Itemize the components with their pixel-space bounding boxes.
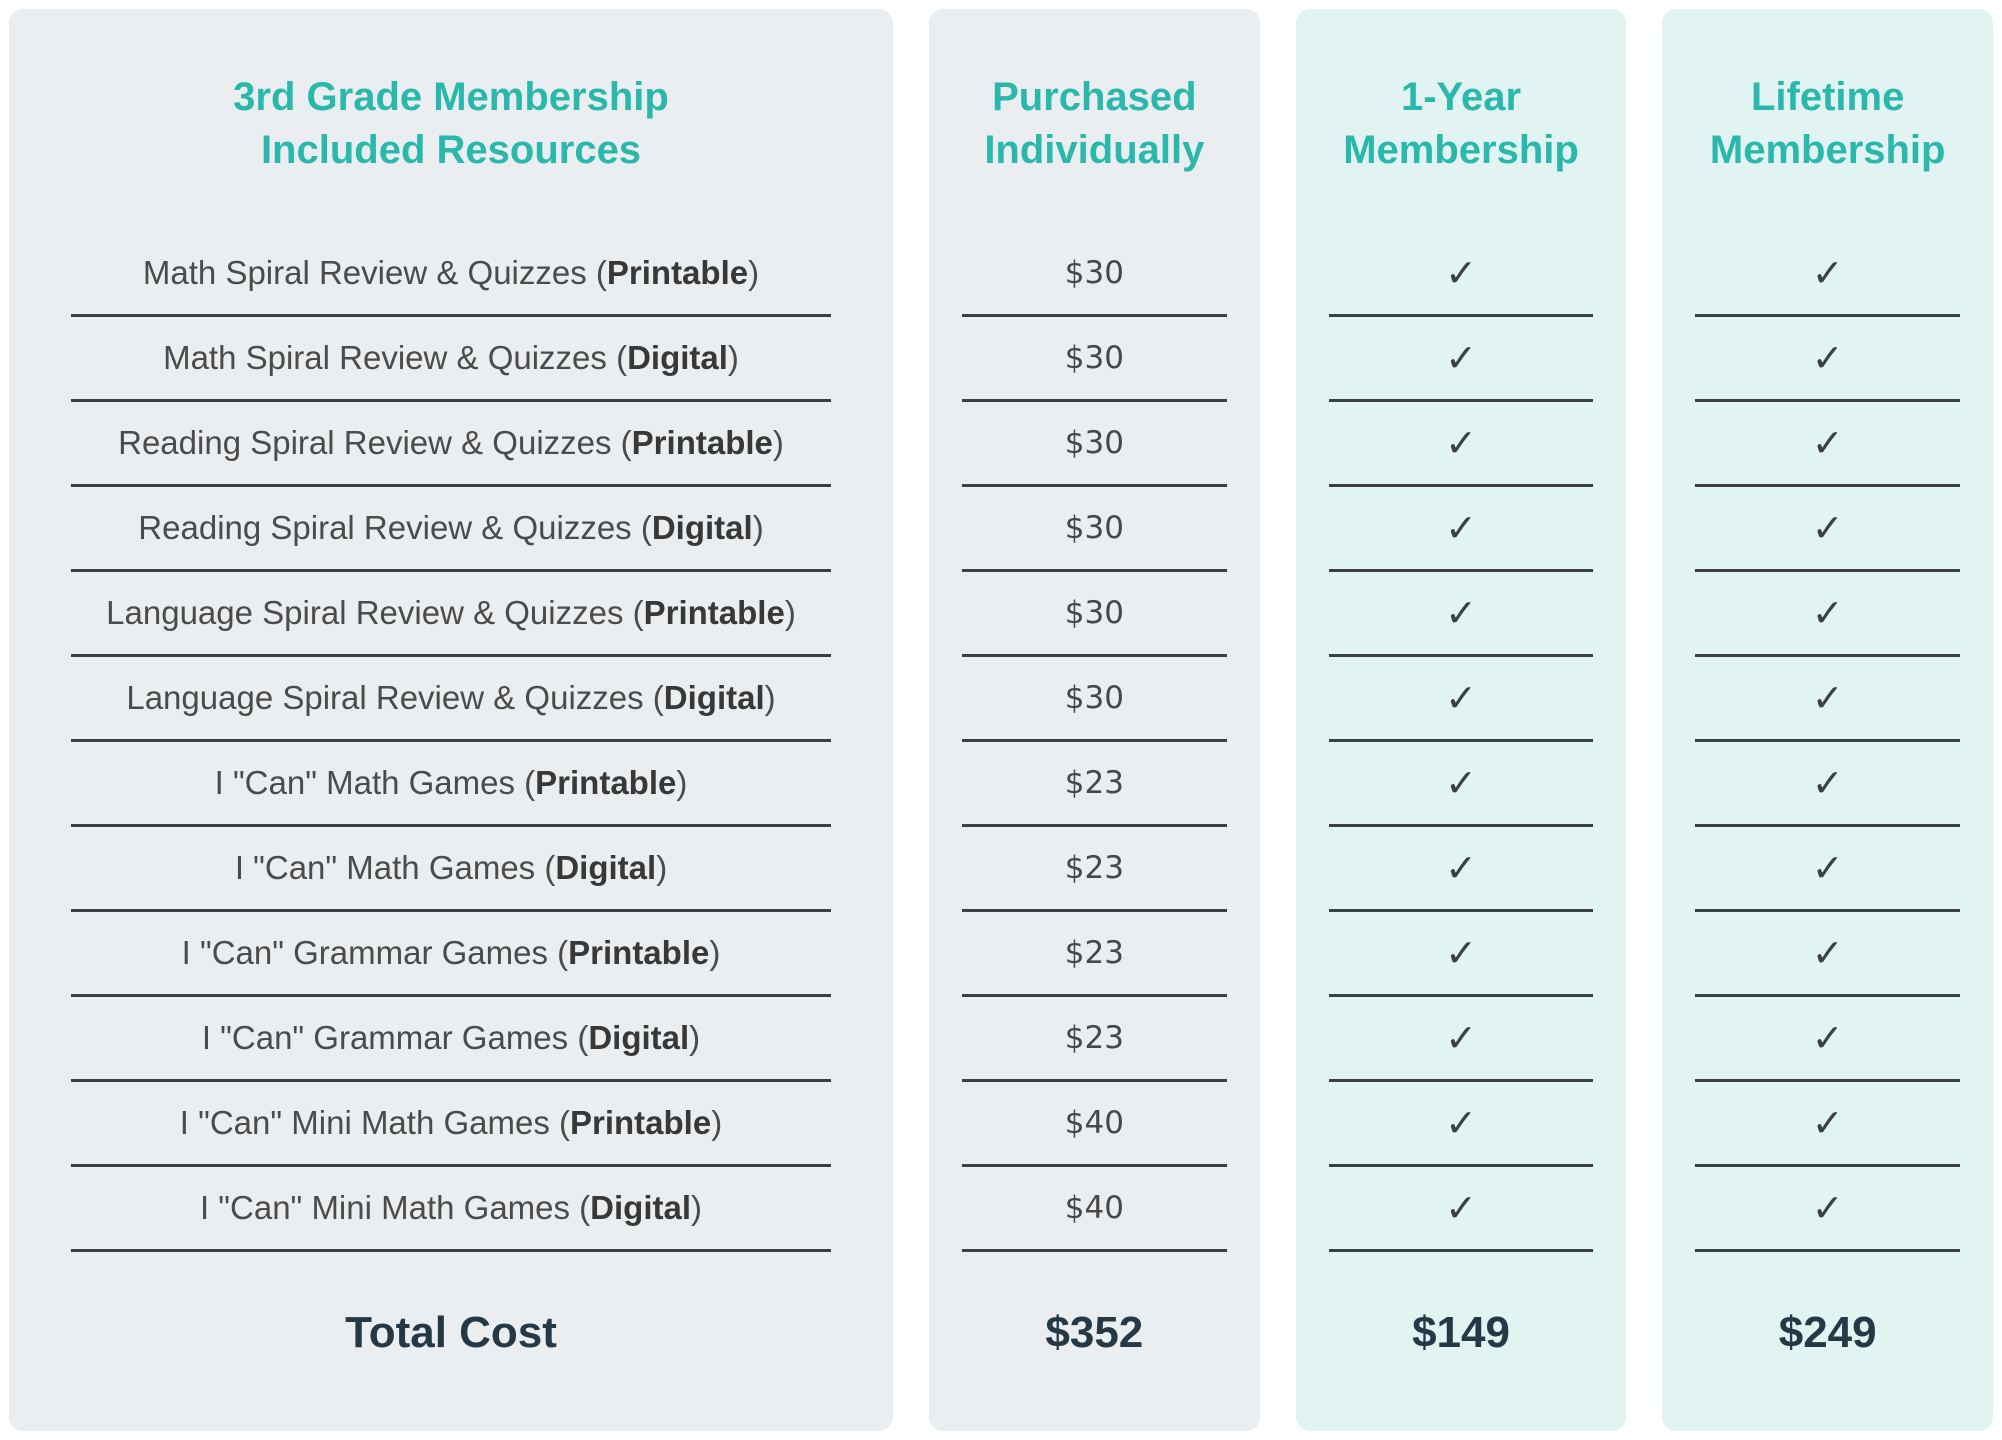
price-cell: $30 [1064, 595, 1124, 631]
price-cell: $23 [1064, 935, 1124, 971]
header-line: Individually [984, 127, 1205, 172]
checkmark-cell: ✓ [1445, 251, 1477, 295]
checkmark-cell: ✓ [1811, 761, 1844, 805]
lifetime-membership-column-header [1662, 9, 1993, 232]
lifetime-check-rows [1662, 232, 1993, 1252]
header-line: Lifetime [1751, 74, 1905, 119]
price-cell: $23 [1064, 1020, 1124, 1056]
price-cell: $40 [1064, 1105, 1124, 1141]
checkmark-cell: ✓ [1445, 1016, 1477, 1060]
checkmark-cell: ✓ [1811, 1186, 1844, 1230]
checkmark-cell: ✓ [1811, 846, 1844, 890]
resource-cell: Reading Spiral Review & Quizzes ( Digital ) [138, 509, 764, 546]
checkmark-cell: ✓ [1811, 1101, 1844, 1145]
resources-column-header [9, 9, 893, 232]
header-line: Purchased [992, 74, 1197, 119]
total-cost-label: Total Cost [345, 1307, 557, 1357]
price-cell: $30 [1064, 255, 1124, 291]
checkmark-cell: ✓ [1445, 1186, 1477, 1230]
checkmark-cell: ✓ [1445, 761, 1477, 805]
resource-rows [9, 232, 893, 1252]
checkmark-cell: ✓ [1811, 591, 1844, 635]
checkmark-cell: ✓ [1445, 336, 1477, 380]
resource-cell: Math Spiral Review & Quizzes ( Printable ) [142, 254, 760, 291]
one-year-membership-column-header [1296, 9, 1627, 232]
price-cell: $30 [1064, 510, 1124, 546]
lifetime-total-cost: $249 [1778, 1307, 1877, 1357]
resources-column-card [9, 9, 893, 1431]
checkmark-cell: ✓ [1445, 506, 1477, 550]
checkmark-cell: ✓ [1811, 421, 1844, 465]
checkmark-cell: ✓ [1445, 931, 1477, 975]
price-cell: $30 [1064, 340, 1124, 376]
resource-cell: Language Spiral Review & Quizzes ( Printable ) [106, 594, 796, 631]
price-cell: $30 [1064, 680, 1124, 716]
checkmark-cell: ✓ [1811, 251, 1844, 295]
checkmark-cell: ✓ [1445, 676, 1477, 720]
header-line: 1-Year [1400, 74, 1522, 119]
header-line: Membership [1709, 127, 1946, 172]
purchased-individually-column-card [929, 9, 1260, 1431]
header-line: Included Resources [260, 127, 642, 172]
header-line: 3rd Grade Membership [233, 74, 669, 119]
resource-cell: I "Can" Mini Math Games ( Digital ) [199, 1189, 703, 1226]
price-cell: $23 [1064, 850, 1124, 886]
resource-cell: I "Can" Grammar Games ( Digital ) [201, 1019, 701, 1056]
checkmark-cell: ✓ [1811, 506, 1844, 550]
resource-cell: I "Can" Math Games ( Printable ) [214, 764, 688, 801]
purchased-individually-column-header [929, 9, 1260, 232]
resource-cell: Language Spiral Review & Quizzes ( Digital ) [126, 679, 776, 716]
checkmark-cell: ✓ [1811, 676, 1844, 720]
header-line: Membership [1343, 127, 1579, 172]
checkmark-cell: ✓ [1445, 591, 1477, 635]
checkmark-cell: ✓ [1445, 1101, 1477, 1145]
checkmark-cell: ✓ [1445, 846, 1477, 890]
resource-cell: I "Can" Math Games ( Digital ) [234, 849, 668, 886]
one-year-membership-column-card [1296, 9, 1627, 1431]
one-year-total-cost: $149 [1412, 1307, 1510, 1357]
price-cell: $23 [1064, 765, 1124, 801]
checkmark-cell: ✓ [1811, 1016, 1844, 1060]
resource-cell: Math Spiral Review & Quizzes ( Digital ) [163, 339, 739, 376]
price-cell: $40 [1064, 1190, 1124, 1226]
resource-cell: I "Can" Mini Math Games ( Printable ) [179, 1104, 723, 1141]
checkmark-cell: ✓ [1445, 421, 1477, 465]
resource-cell: Reading Spiral Review & Quizzes ( Printable ) [118, 424, 784, 461]
checkmark-cell: ✓ [1811, 931, 1844, 975]
price-cell: $30 [1064, 425, 1124, 461]
resource-cell: I "Can" Grammar Games ( Printable ) [181, 934, 721, 971]
individual-total-cost: $352 [1045, 1307, 1144, 1357]
checkmark-cell: ✓ [1811, 336, 1844, 380]
individual-price-rows [929, 232, 1260, 1252]
one-year-check-rows [1296, 232, 1627, 1252]
lifetime-membership-column-card [1662, 9, 1993, 1431]
